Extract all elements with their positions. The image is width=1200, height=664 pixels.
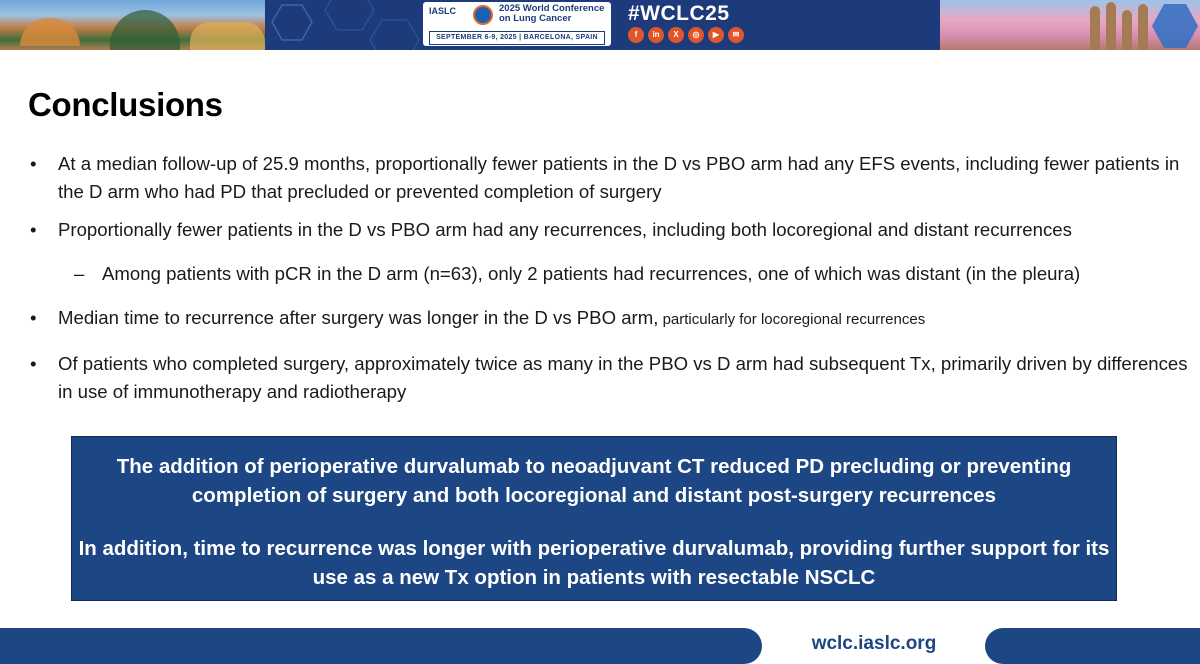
youtube-icon[interactable]: ▶	[708, 27, 724, 43]
bullet-item	[30, 350, 1190, 406]
iaslc-label: IASLC	[429, 6, 456, 16]
globe-icon	[473, 5, 493, 25]
bullet-text-main: Median time to recurrence after surgery was longer in the D vs PBO arm,	[58, 307, 659, 328]
linkedin-icon[interactable]: in	[648, 27, 664, 43]
footer-bar-left	[0, 628, 762, 664]
barcelona-park-photo	[0, 0, 265, 50]
conference-logo[interactable]	[423, 2, 611, 46]
bullet-text: Proportionally fewer patients in the D vs PBO arm had any recurrences, including both locoregional and distant recurrences	[58, 219, 1072, 240]
facebook-icon[interactable]: f	[628, 27, 644, 43]
footer-bar-right	[985, 628, 1200, 664]
bullet-item	[30, 216, 1190, 244]
header-banner	[0, 0, 1200, 50]
sub-bullet-text: Among patients with pCR in the D arm (n=63), only 2 patients had recurrences, one of which was distant (in the pleura)	[102, 263, 1081, 284]
conference-dates: SEPTEMBER 6-9, 2025 | BARCELONA, SPAIN	[429, 31, 605, 45]
sub-bullet-marker: –	[74, 263, 85, 284]
bullet-item	[30, 150, 1190, 206]
conference-title: 2025 World Conference on Lung Cancer	[499, 3, 605, 24]
hexagon-decoration-right	[1150, 2, 1200, 50]
bullet-marker: •	[30, 307, 37, 328]
social-links	[628, 27, 744, 43]
x-icon[interactable]: X	[668, 27, 684, 43]
bullet-text	[30, 304, 1190, 334]
key-conclusion-line1: The addition of perioperative durvalumab to neoadjuvant CT reduced PD precluding or preventing completion of surgery and both locoregional and distant post-surgery recurrences	[116, 455, 1072, 507]
key-conclusion-line2: In addition, time to recurrence was longer with perioperative durvalumab, providing further support for its use as a new Tx option in patients with resectable NSCLC	[78, 537, 1110, 589]
slide-title: Conclusions	[28, 86, 223, 123]
hashtag: #WCLC25	[628, 2, 730, 25]
wechat-icon[interactable]: ✉	[728, 27, 744, 43]
footer-url[interactable]: wclc.iaslc.org	[811, 633, 937, 654]
key-conclusion-box	[71, 436, 1117, 601]
bullet-marker: •	[30, 353, 37, 374]
bullet-marker: •	[30, 219, 37, 240]
bullet-text: Of patients who completed surgery, approximately twice as many in the PBO vs D arm had subsequent Tx, primarily driven by differences in use of immunotherapy and radiotherapy	[58, 353, 1188, 402]
bullet-text-small: particularly for locoregional recurrences	[658, 311, 926, 328]
instagram-icon[interactable]: ◎	[688, 27, 704, 43]
bullet-marker: •	[30, 153, 37, 174]
hexagon-decoration	[262, 0, 422, 50]
bullet-item	[30, 304, 1190, 334]
conclusions-list	[30, 150, 1190, 406]
sub-bullet-item	[30, 260, 1190, 288]
bullet-text: At a median follow-up of 25.9 months, proportionally fewer patients in the D vs PBO arm had any EFS events, including fewer patients in the D arm who had PD that precluded or prevented completion of surgery	[58, 153, 1180, 202]
